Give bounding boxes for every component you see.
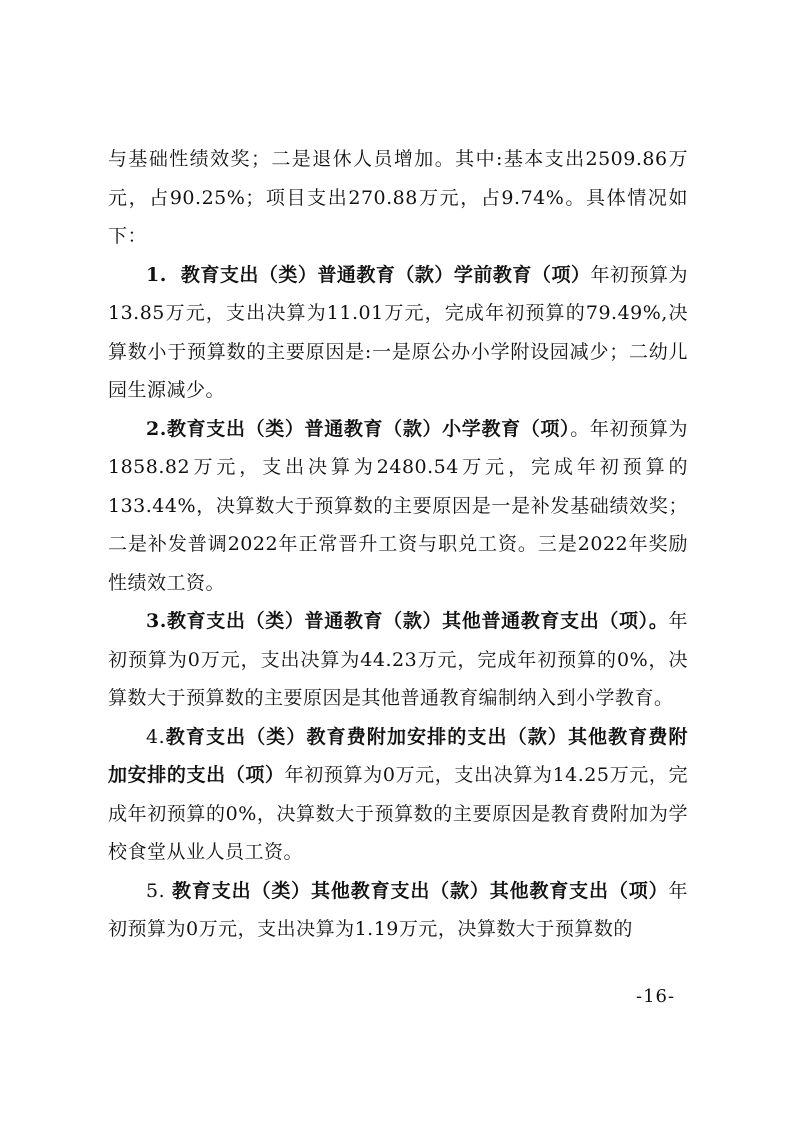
item-5-prefix: 5. xyxy=(146,879,173,902)
item-4-heading: 教育支出（类）教育费附加安排的支出（款）其他教育费附加安排的支出（项） xyxy=(108,725,688,786)
document-body xyxy=(108,140,688,949)
item-1-body: 年初预算为13.85万元，支出决算为11.01万元，完成年初预算的79.49%,决算数小于预算数的主要原因是:一是原公办小学附设园减少；二幼儿园生源减少。 xyxy=(108,263,688,401)
item-3-body: 年初预算为0万元，支出决算为44.23万元，完成年初预算的0%，决算数大于预算数的主要原因是其他普通教育编制纳入到小学教育。 xyxy=(108,610,688,709)
item-3-paragraph xyxy=(108,602,688,718)
item-5-body: 年初预算为0万元，支出决算为1.19万元，决算数大于预算数的 xyxy=(108,879,688,940)
item-1-paragraph xyxy=(108,256,688,410)
item-2-paragraph xyxy=(108,410,688,603)
item-4-paragraph xyxy=(108,718,688,872)
item-5-heading: 教育支出（类）其他教育支出（款）其他教育支出（项） xyxy=(172,879,669,902)
page-number: -16- xyxy=(636,986,676,1007)
item-1-number: 1. xyxy=(146,263,167,286)
item-3-heading: 3.教育支出（类）普通教育（款）其他普通教育支出（项）。 xyxy=(146,610,669,632)
item-1-heading: 教育支出（类）普通教育（款）学前教育（项） xyxy=(180,263,591,286)
item-4-prefix: 4. xyxy=(146,725,166,748)
intro-paragraph: 与基础性绩效奖；二是退休人员增加。其中:基本支出2509.86万元，占90.25%；项目支出270.88万元，占9.74%。具体情况如下： xyxy=(108,148,688,247)
item-2-body: 。年初预算为1858.82万元，支出决算为2480.54万元，完成年初预算的133.44%，决算数大于预算数的主要原因是一是补发基础绩效奖；二是补发普调2022年正常晋升工资与职兑工资。三是2022年奖励性绩效工资。 xyxy=(108,417,688,594)
item-2-heading: 2.教育支出（类）普通教育（款）小学教育（项） xyxy=(146,417,571,440)
item-5-paragraph xyxy=(108,872,688,949)
item-4-body: 年初预算为0万元，支出决算为14.25万元，完成年初预算的0%，决算数大于预算数的主要原因是教育费附加为学校食堂从业人员工资。 xyxy=(108,764,688,863)
